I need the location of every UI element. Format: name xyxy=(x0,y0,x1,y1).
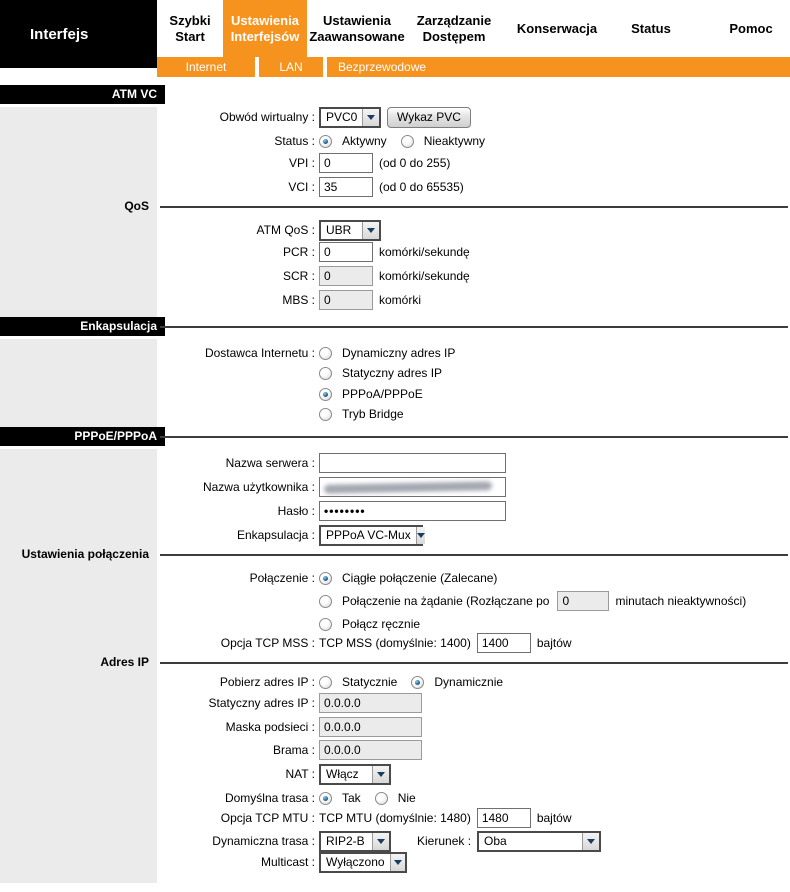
connection-on-demand-prefix: Połączenie na żądanie (Rozłączane po xyxy=(342,594,550,608)
pcr-input[interactable]: 0 xyxy=(319,242,373,262)
status-nieaktywny-radio[interactable] xyxy=(401,135,414,148)
connection-manual-radio[interactable] xyxy=(319,618,332,631)
scr-input: 0 xyxy=(319,266,373,286)
pvc-list-button[interactable]: Wykaz PVC xyxy=(387,107,471,128)
sidebar-section-qos: QoS xyxy=(124,199,149,213)
static-ip-label: Statyczny adres IP : xyxy=(208,696,315,710)
chevron-down-icon xyxy=(582,833,599,850)
service-name-input[interactable] xyxy=(319,453,506,473)
sub-nav xyxy=(157,57,790,77)
tab-zarzadzanie-dostepem[interactable]: Zarządzanie Dostępem xyxy=(416,12,492,44)
status-label: Status : xyxy=(274,134,315,148)
isp-pppoa-pppoe-label: PPPoA/PPPoE xyxy=(342,387,423,401)
isp-dynamic-ip-label: Dynamiczny adres IP xyxy=(342,346,456,360)
tcp-mss-input[interactable]: 1400 xyxy=(477,633,531,653)
atm-qos-label: ATM QoS : xyxy=(256,223,315,237)
tcp-mtu-label: Opcja TCP MTU : xyxy=(220,811,315,825)
tcp-mtu-unit: bajtów xyxy=(536,811,572,825)
encapsulation-label: Enkapsulacja : xyxy=(236,528,315,542)
tcp-mss-label: Opcja TCP MSS : xyxy=(220,636,315,650)
virtual-circuit-label: Obwód wirtualny : xyxy=(219,110,315,124)
tab-ustawienia-interfejsow[interactable]: Ustawienia Interfejsów xyxy=(223,0,307,57)
vpi-input[interactable]: 0 xyxy=(319,153,373,173)
status-aktywny-label: Aktywny xyxy=(342,134,387,148)
scr-unit: komórki/sekundę xyxy=(379,269,470,283)
tcp-mtu-prefix: TCP MTU (domyślnie: 1480) xyxy=(319,811,471,825)
vci-hint: (od 0 do 65535) xyxy=(379,180,464,194)
direction-label: Kierunek : xyxy=(417,834,472,848)
status-nieaktywny-label: Nieaktywny xyxy=(423,134,486,148)
sidebar-section-atm-vc: ATM VC xyxy=(0,85,165,107)
connection-manual-label: Połącz ręcznie xyxy=(342,617,421,631)
tcp-mss-unit: bajtów xyxy=(536,636,572,650)
get-ip-dynamic-label: Dynamicznie xyxy=(434,675,504,689)
tcp-mss-prefix: TCP MSS (domyślnie: 1400) xyxy=(319,636,471,650)
vpi-label: VPI : xyxy=(288,156,315,170)
nat-select[interactable]: Włącz xyxy=(319,764,391,785)
password-label: Hasło : xyxy=(277,504,315,518)
subtab-internet[interactable]: Internet xyxy=(185,60,227,74)
vpi-hint: (od 0 do 255) xyxy=(379,156,451,170)
vci-label: VCI : xyxy=(288,180,315,194)
tab-konserwacja[interactable]: Konserwacja xyxy=(516,20,598,36)
pcr-label: PCR : xyxy=(282,245,315,259)
section-separator xyxy=(160,554,788,556)
chevron-down-icon xyxy=(372,766,389,783)
mbs-unit: komórki xyxy=(379,293,422,307)
gateway-label: Brama : xyxy=(272,743,315,757)
chevron-down-icon xyxy=(362,222,379,239)
subnet-mask-label: Maska podsieci : xyxy=(225,720,315,734)
dynamic-route-select[interactable]: RIP2-B xyxy=(319,831,391,852)
password-input[interactable]: •••••••• xyxy=(319,501,506,521)
brand-box xyxy=(0,0,157,68)
chevron-down-icon xyxy=(372,833,389,850)
main-nav xyxy=(157,0,790,57)
subnet-mask-input: 0.0.0.0 xyxy=(319,717,422,737)
connection-always-on-radio[interactable] xyxy=(319,572,332,585)
get-ip-static-radio[interactable] xyxy=(319,676,332,689)
isp-static-ip-label: Statyczny adres IP xyxy=(342,366,443,380)
page-title: Interfejs xyxy=(30,25,89,43)
sidebar-section-pppoe-pppoa: PPPoE/PPPoA xyxy=(0,427,165,449)
section-separator xyxy=(160,436,788,438)
static-ip-input: 0.0.0.0 xyxy=(319,693,422,713)
mbs-input: 0 xyxy=(319,290,373,310)
virtual-circuit-select[interactable]: PVC0 xyxy=(319,107,381,128)
default-route-no-label: Nie xyxy=(397,791,416,805)
tab-ustawienia-zaawansowane[interactable]: Ustawienia Zaawansowane xyxy=(309,12,405,44)
get-ip-dynamic-radio[interactable] xyxy=(411,676,424,689)
connection-on-demand-suffix: minutach nieaktywności) xyxy=(615,594,747,608)
atm-qos-select[interactable]: UBR xyxy=(319,220,381,241)
subtab-lan[interactable]: LAN xyxy=(279,60,303,74)
status-aktywny-radio[interactable] xyxy=(319,135,332,148)
sidebar-section-ustawienia-polaczenia: Ustawienia połączenia xyxy=(21,547,149,561)
isp-bridge-radio[interactable] xyxy=(319,408,332,421)
encapsulation-select[interactable]: PPPoA VC-Mux xyxy=(319,525,423,546)
connection-label: Połączenie : xyxy=(249,571,315,585)
tab-status[interactable]: Status xyxy=(631,20,671,36)
sidebar-section-enkapsulacja: Enkapsulacja xyxy=(0,317,165,339)
section-separator xyxy=(160,326,788,328)
tab-szybki-start[interactable]: Szybki Start xyxy=(169,12,211,44)
default-route-no-radio[interactable] xyxy=(375,792,388,805)
username-input[interactable] xyxy=(319,477,506,497)
isp-pppoa-pppoe-radio[interactable] xyxy=(319,388,332,401)
chevron-down-icon xyxy=(390,854,405,871)
subtab-bezprzewodowe[interactable]: Bezprzewodowe xyxy=(338,60,427,74)
isp-bridge-label: Tryb Bridge xyxy=(342,407,404,421)
isp-static-ip-radio[interactable] xyxy=(319,367,332,380)
multicast-select[interactable]: Wyłączono xyxy=(319,852,407,873)
default-route-yes-radio[interactable] xyxy=(319,792,332,805)
pcr-unit: komórki/sekundę xyxy=(379,245,470,259)
chevron-down-icon xyxy=(362,109,379,126)
chevron-down-icon xyxy=(416,527,425,544)
tab-pomoc[interactable]: Pomoc xyxy=(729,20,773,36)
redacted-username xyxy=(324,481,492,494)
on-demand-minutes-input: 0 xyxy=(557,591,609,611)
username-label: Nazwa użytkownika : xyxy=(202,480,315,494)
isp-label: Dostawca Internetu : xyxy=(204,346,315,360)
default-route-label: Domyślna trasa : xyxy=(224,791,315,805)
section-separator xyxy=(160,662,788,664)
direction-select[interactable]: Oba xyxy=(477,831,601,852)
isp-dynamic-ip-radio[interactable] xyxy=(319,347,332,360)
sidebar-section-adres-ip: Adres IP xyxy=(100,655,149,669)
default-route-yes-label: Tak xyxy=(342,791,361,805)
mbs-label: MBS : xyxy=(282,293,315,307)
service-name-label: Nazwa serwera : xyxy=(225,456,315,470)
connection-on-demand-radio[interactable] xyxy=(319,595,332,608)
nat-label: NAT : xyxy=(285,767,315,781)
connection-always-on-label: Ciągłe połączenie (Zalecane) xyxy=(342,571,498,585)
scr-label: SCR : xyxy=(282,269,315,283)
get-ip-static-label: Statycznie xyxy=(342,675,398,689)
section-separator xyxy=(160,206,788,208)
multicast-label: Multicast : xyxy=(260,855,315,869)
dynamic-route-label: Dynamiczna trasa : xyxy=(212,834,315,848)
get-ip-label: Pobierz adres IP : xyxy=(219,675,315,689)
tcp-mtu-input[interactable]: 1480 xyxy=(477,808,531,828)
gateway-input: 0.0.0.0 xyxy=(319,740,422,760)
vci-input[interactable]: 35 xyxy=(319,177,373,197)
